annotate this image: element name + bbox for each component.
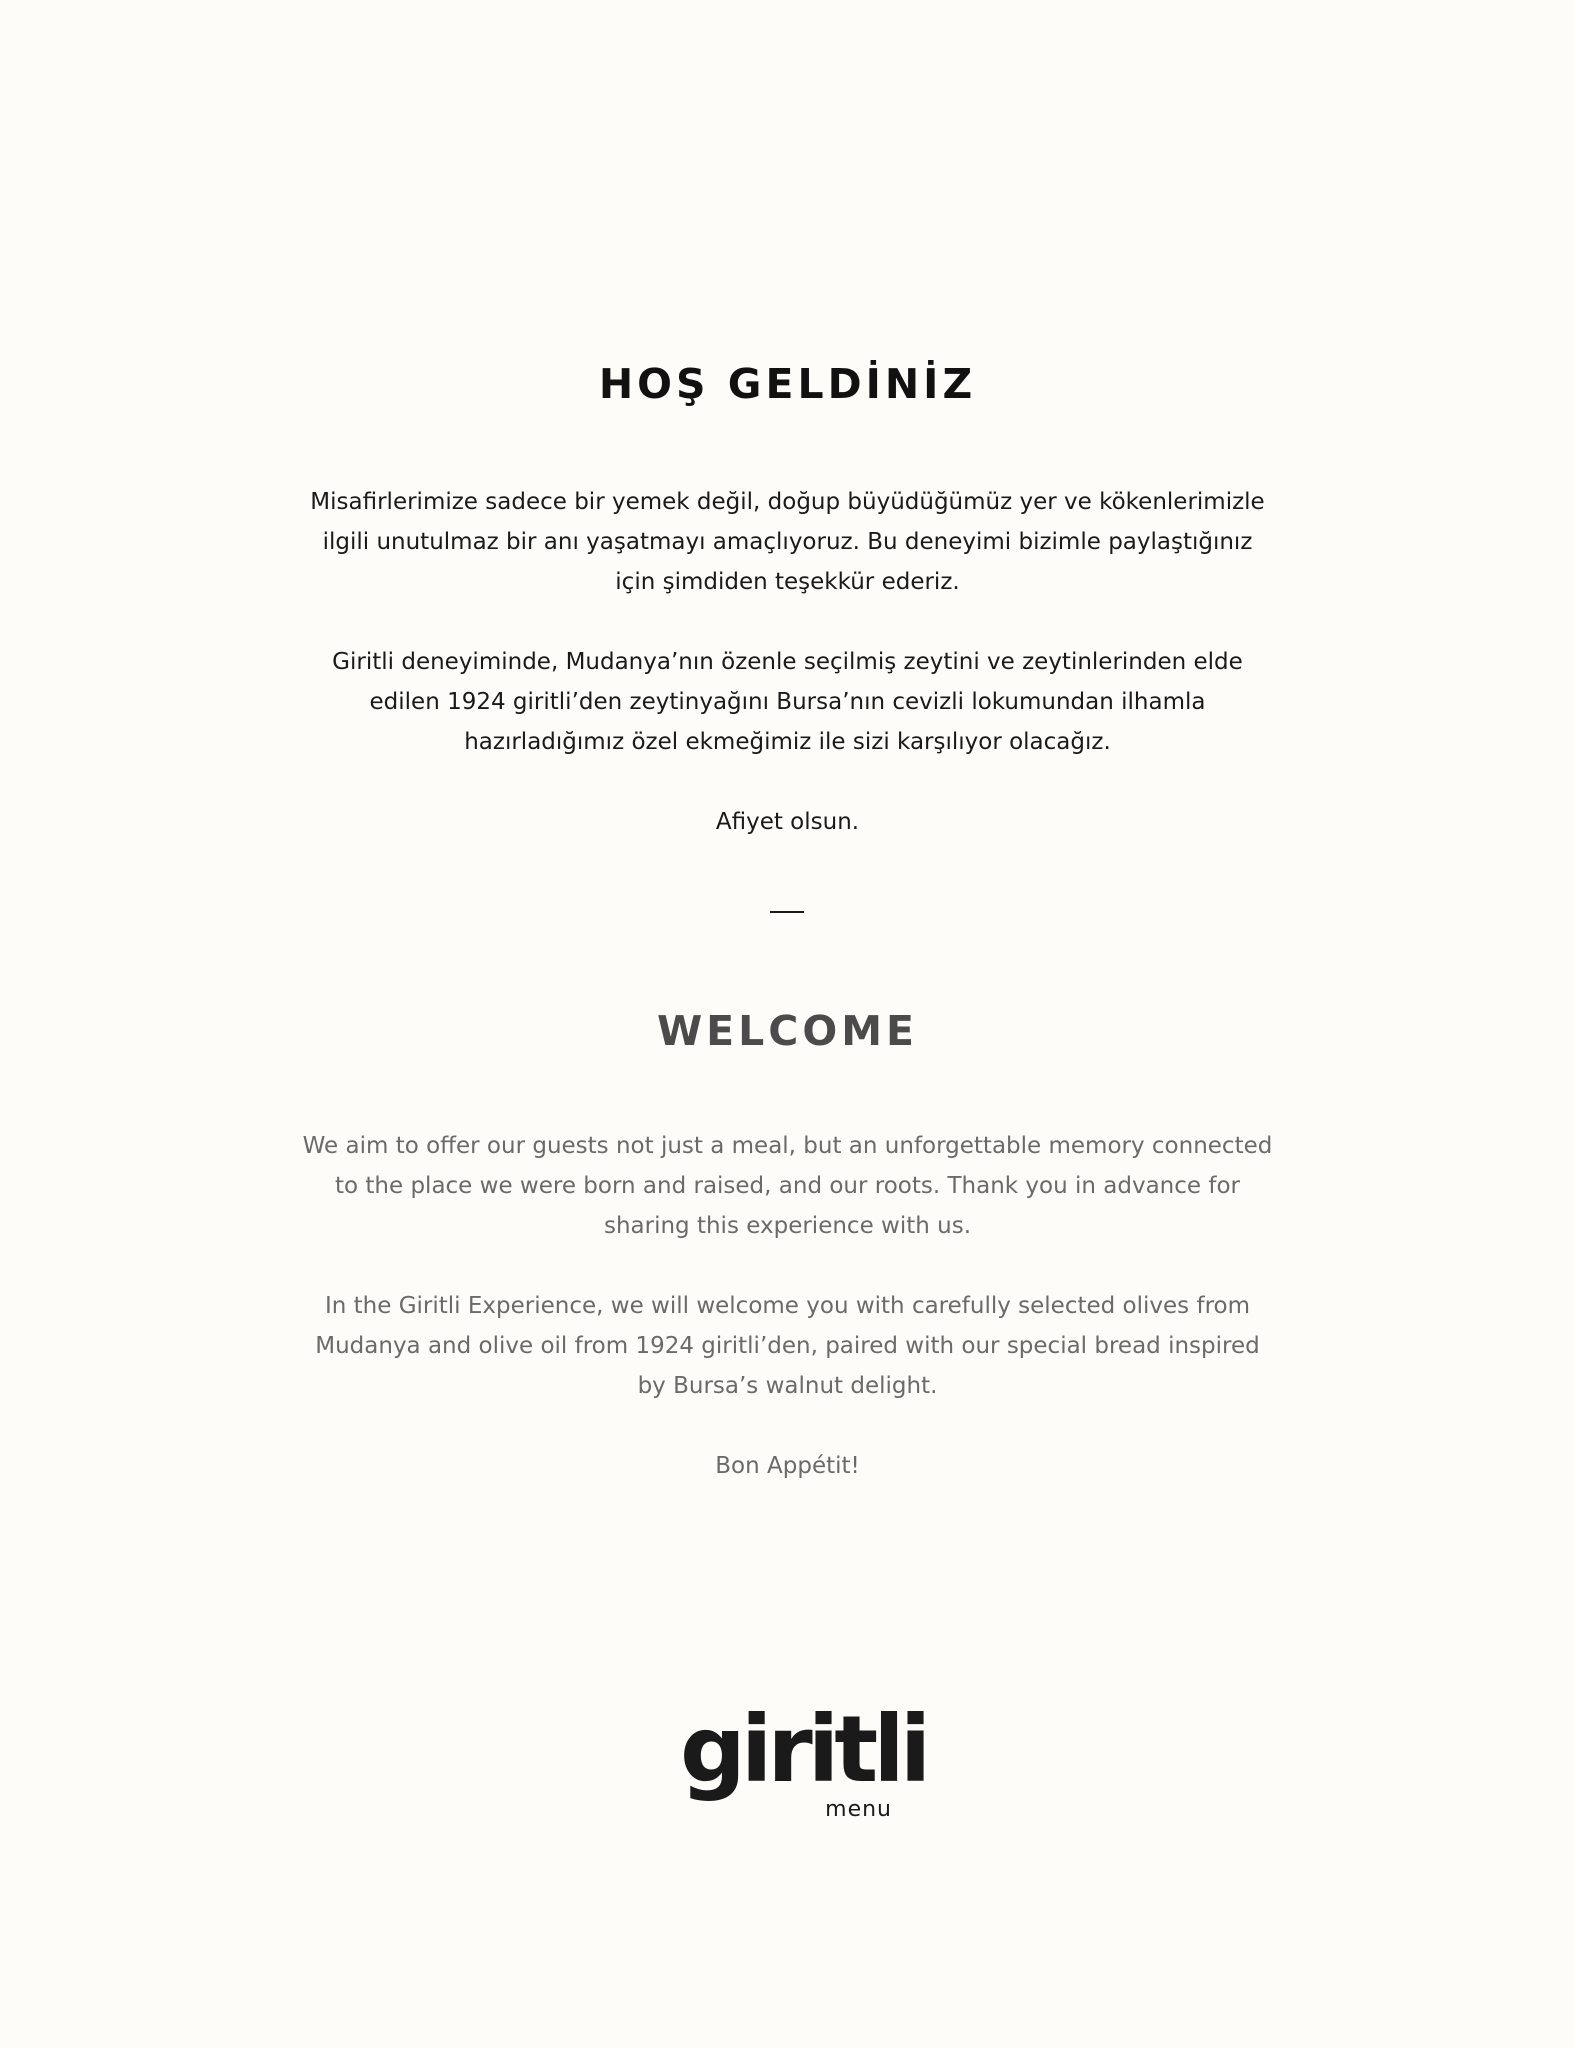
english-section-heading bbox=[0, 1007, 1575, 1055]
english-title: WELCOME bbox=[656, 1007, 919, 1055]
section-divider bbox=[770, 911, 804, 913]
turkish-section-heading bbox=[0, 360, 1575, 408]
english-paragraph-intro: We aim to offer our guests not just a meal, but an unforgettable memory connected to the place we were born and raised, and our roots. Thank you in advance for sharing this experience with us. bbox=[302, 1133, 1273, 1239]
giritli-logo bbox=[680, 1696, 927, 1830]
turkish-paragraph-closing: Afiyet olsun. bbox=[715, 809, 860, 835]
turkish-title: HOŞ GELDİNİZ bbox=[598, 360, 977, 408]
english-paragraph-experience: In the Giritli Experience, we will welcome you with carefully selected olives from Mudanya and olive oil from 1924 giritli’den, paired with our special bread inspired by Bursa’s walnut delight. bbox=[315, 1293, 1260, 1399]
turkish-paragraph-experience: Giritli deneyiminde, Mudanya’nın özenle seçilmiş zeytini ve zeytinlerinden elde edilen 1924 giritli’den zeytinyağını Bursa’nın cevizli lokumundan ilhamla hazırladığımız özel ekmeğimiz ile sizi karşılıyor olacağız. bbox=[332, 649, 1243, 755]
logo-wordmark: giritli bbox=[680, 1696, 927, 1803]
turkish-paragraph-intro: Misafirlerimize sadece bir yemek değil, doğup büyüdüğümüz yer ve kökenlerimizle ilgili unutulmaz bir anı yaşatmayı amaçlıyoruz. Bu deneyimi bizimle paylaştığınız için şimdiden teşekkür ederiz. bbox=[310, 489, 1265, 595]
english-paragraph-closing: Bon Appétit! bbox=[715, 1453, 860, 1479]
logo-subtitle: menu bbox=[825, 1797, 892, 1822]
